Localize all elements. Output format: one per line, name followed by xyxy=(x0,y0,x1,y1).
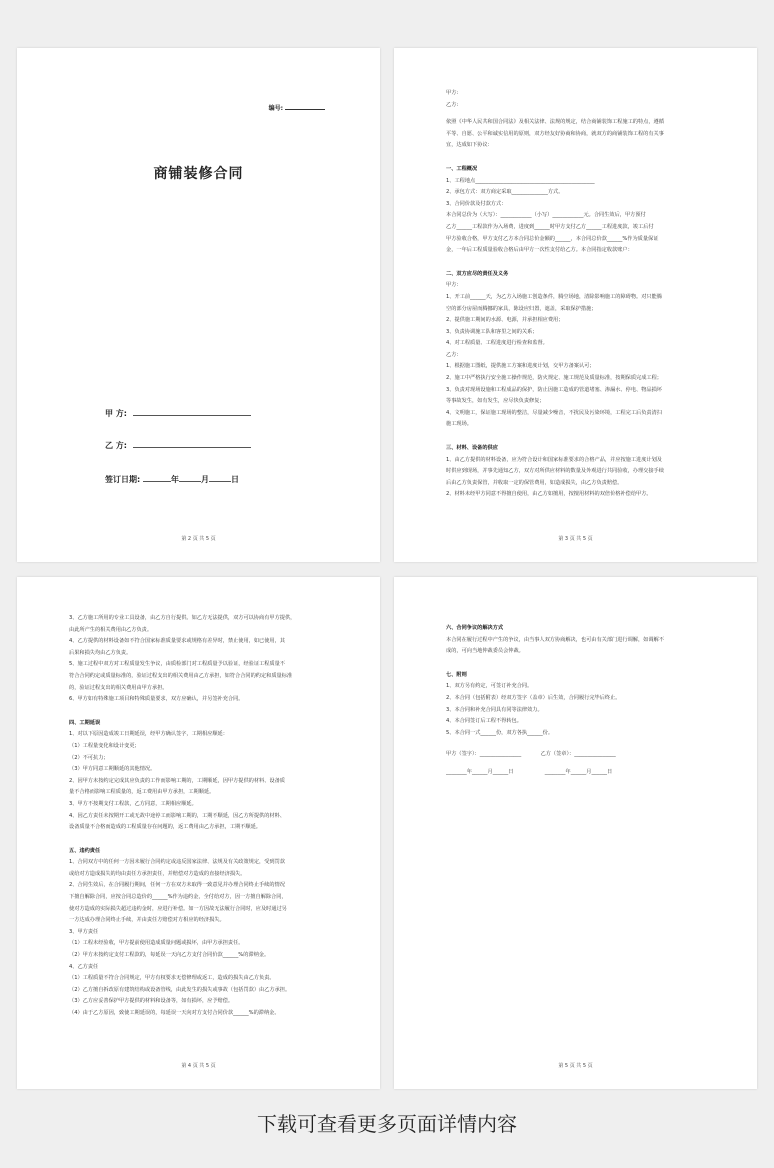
section-heading: 四、工期延误 xyxy=(69,719,101,726)
text-line: 4、乙方责任 xyxy=(69,963,99,970)
text-line: 2、提供施工期间的水源、电源，并承担相应费用； xyxy=(446,317,564,324)
party-a-signature: 甲方（签字）：________________ xyxy=(446,751,522,757)
party-b-blank xyxy=(133,447,251,448)
text-line: 2、材料未经甲方同意不得擅自使用，由乙方如擅用，按擅用材料的双倍价格补偿给甲方。 xyxy=(446,491,652,498)
party-b-sign-date: ________年______月______日 xyxy=(544,768,613,775)
text-line: 1、由乙方提供的材料设备，应为符合设计和国家标准要求的合格产品，并应按施工进度计划及 xyxy=(446,456,662,463)
serial-number-label: 编号: xyxy=(268,105,283,112)
text-line: 4、文明施工，保证施工现场的整洁，尽量减少噪音，不扰民及污染环境，工程完工后负责清扫 xyxy=(446,409,662,416)
text-line: （1）工程量变化和设计变更； xyxy=(69,742,140,749)
section-heading: 七、附则 xyxy=(446,671,467,678)
party-b-field xyxy=(105,440,251,451)
section-heading: 五、违约责任 xyxy=(69,847,101,854)
text-line: 3、甲方不按期支付工程款，乙方同意，工期相应顺延。 xyxy=(69,800,197,807)
year-label: 年 xyxy=(171,475,179,484)
text-line: 2、因甲方未按约定完成其应负责的工作而影响工期的，工期顺延，因甲方提供的材料、设备质 xyxy=(69,777,285,784)
text-line: 2、承包方式：双方商定采取______________方式。 xyxy=(446,189,564,196)
text-line: 4、因乙方责任未按期开工或无故中途停工而影响工期的，工期不顺延，因乙方所提供的材料、 xyxy=(69,812,285,819)
text-line: 由此所产生的相关费用由乙方负责。 xyxy=(69,626,153,633)
text-line: 5、施工过程中双方对工程质量发生争议，由质检部门对工程质量予以验证，经验证工程质量不 xyxy=(69,661,285,668)
party-a-label: 甲 方: xyxy=(105,409,127,418)
party-a-field xyxy=(105,408,251,419)
text-line: 或给对方造成损失的均由责任方承担责任，并赔偿对方造成的直接经济损失。 xyxy=(69,870,246,877)
page-4-body xyxy=(69,613,328,1020)
text-line: 4、对工程质量、工程进度进行检查和监督。 xyxy=(446,340,548,347)
text-line: （4）由于乙方原因，致使工期延误的，每延误一天向对方支付合同价款______%的滞纳金。 xyxy=(69,1010,280,1016)
text-line: 乙方： xyxy=(446,351,462,358)
text-line: 量不合格而影响工程质量的，返工费用由甲方承担，工期顺延。 xyxy=(69,789,215,796)
spacer xyxy=(446,431,705,437)
contract-title: 商铺装修合同 xyxy=(153,166,244,182)
text-line: 乙方: xyxy=(446,101,459,108)
text-line: （3）甲方同意工期顺延的其他情况。 xyxy=(69,766,156,773)
text-line: 乙方______工程款作为入场费，进度到______时甲方支付乙方______工程进度款，竣工后付 xyxy=(446,223,654,230)
sign-date-field xyxy=(105,473,239,485)
spacer xyxy=(446,152,705,158)
text-line: 本合同总价为（大写）：____________（小写）____________元。合同生效后，甲方预付 xyxy=(446,212,646,219)
text-line: 本合同在履行过程中产生的争议，由当事人双方协商解决，也可由有关部门进行调解，如调解不 xyxy=(446,636,664,643)
text-line: 4、本合同签订后工程不得转包。 xyxy=(446,718,522,725)
spacer xyxy=(69,834,328,840)
text-line: 3、甲方责任 xyxy=(69,928,99,935)
text-line: 2、施工中严格执行安全施工操作规范，防火规定、施工规范及质量标准，按期保质完成工程； xyxy=(446,375,662,382)
month-label: 月 xyxy=(201,475,209,484)
text-line: （2）甲方未按约定支付工程款的，每延误一天向乙方支付合同价款______%的滞纳金。 xyxy=(69,952,270,959)
text-line: 施工现场。 xyxy=(446,421,472,428)
text-line: 一方达成办理合同终止手续，并由责任方赔偿对方相应的经济损失。 xyxy=(69,917,225,924)
page-number: 第 3 页 共 5 页 xyxy=(558,536,593,542)
page-number: 第 2 页 共 5 页 xyxy=(181,536,216,542)
download-caption: 下载可查看更多页面详情内容 xyxy=(257,1112,517,1136)
section-heading: 三、材料、设备的供应 xyxy=(446,445,498,452)
text-line: 后果和损失均由乙方负责。 xyxy=(69,649,132,656)
text-line: 甲方: xyxy=(446,90,459,96)
party-a-blank xyxy=(133,415,251,416)
text-line: 3、负责对现场设施和工程成品的保护，防止因施工造成的管道堵塞、渗漏水、停电、物品损坏 xyxy=(446,386,662,393)
text-line: 甲方验收合格，甲方支付乙方本合同总价金额的______，本合同总价款______%作为质量保证 xyxy=(446,235,659,242)
text-line: 3、合同价款及付款方式： xyxy=(446,200,507,207)
text-line: 设备质量不合格而造成的工程质量存在问题的，返工费用由乙方承担，工期不顺延。 xyxy=(69,824,261,831)
contract-cover-page xyxy=(17,48,380,562)
page-number: 第 4 页 共 5 页 xyxy=(181,1063,216,1069)
text-line: 下擅自解除合同，应按合同总造价的______%作为违约金，全付给对方，因一方擅自解除合同， xyxy=(69,894,287,901)
text-line: 1、合同双方中的任何一方因未履行合同约定或违反国家法律、法规及有关政策规定，受到罚款 xyxy=(69,859,285,866)
section-heading: 一、工程概况 xyxy=(446,165,478,172)
text-line: 4、乙方提供的材料设备如不符合国家标准质量要求或规格有差异时，禁止使用，如已使用，其 xyxy=(69,638,285,645)
text-line: 时供应到现场，并事先通知乙方，双方对所供应材料的数量及外观进行共同验收，办理交接手续 xyxy=(446,468,664,475)
text-line: 甲方： xyxy=(446,282,462,289)
contract-page-3 xyxy=(394,48,757,562)
text-line: 依照《中华人民共和国合同法》及相关法律、法规的规定，结合商铺装饰工程施工的特点，遵循 xyxy=(446,119,664,126)
text-line: 空的部分房屋而腾挪的家具，陈设应归置，遮盖，采取保护措施； xyxy=(446,305,597,312)
text-line: （2）乙方擅自拆改原有建筑结构或设备管线，由此发生的损失或事故（包括罚款）由乙方承担。 xyxy=(69,986,291,993)
text-line: 2、合同生效后，在合同履行期间，任何一方在双方未取得一致意见并办理合同终止手续的情况 xyxy=(69,882,285,889)
text-line: 5、本合同一式______份，双方各执______份。 xyxy=(446,729,554,736)
contract-page-4 xyxy=(17,577,380,1089)
text-line: 3、负责协调施工队和客里之间的关系； xyxy=(446,328,538,335)
year-blank xyxy=(143,473,171,482)
spacer xyxy=(446,658,705,664)
text-line: （2）不可抗力； xyxy=(69,754,109,761)
signature-row xyxy=(446,749,705,761)
text-line: 1、开工前______天，为乙方入场施工创造条件，腾空场地，清除影响施工的障碍物。对只能腾 xyxy=(446,293,662,300)
serial-number-field xyxy=(269,103,325,112)
text-line: 等事故发生，如有发生，应尽快负责修复； xyxy=(446,398,545,405)
page-3-body xyxy=(446,88,705,501)
page-number: 第 5 页 共 5 页 xyxy=(558,1063,593,1069)
section-heading: 六、合同争议的解决方式 xyxy=(446,625,504,631)
day-label: 日 xyxy=(231,475,239,484)
text-line: （1）工程未经验收，甲方提前使用造成质量问题或损坏，由甲方承担责任。 xyxy=(69,940,244,947)
text-line: （1）工程质量不符合合同规定，甲方有权要求无偿修理或返工，造成的损失由乙方负责。 xyxy=(69,975,275,982)
party-b-label: 乙 方: xyxy=(105,441,127,450)
text-line: 的，验证过程支出的相关费用由甲方承担。 xyxy=(69,684,168,691)
text-line: 1、双方另有约定，可签订补充合同。 xyxy=(446,683,533,690)
text-line: 3、本合同和补充合同具有同等法律效力。 xyxy=(446,706,543,713)
party-a-sign-date: ________年______月______日 xyxy=(446,768,514,775)
text-line: 2、本合同（包括附表）经双方签字（盖章）后生效，合同履行完毕后终止。 xyxy=(446,694,621,701)
signature-block xyxy=(446,749,705,778)
serial-number-blank xyxy=(285,109,325,110)
text-line: 3、乙方施工所用的专业工具设备，由乙方自行提供。如乙方无法提供，双方可以协商有甲方提供， xyxy=(69,615,296,621)
text-line: 1、工程地点______________________________________________ xyxy=(446,177,595,184)
spacer xyxy=(69,706,328,712)
text-line: 成的，可向当地仲裁委员会仲裁。 xyxy=(446,648,524,655)
contract-page-5 xyxy=(394,577,757,1089)
signature-date-row xyxy=(446,767,705,779)
text-line: 使对方造成的实际损失超过违约金时，应进行补偿。如一方因故无法履行合同时，应及时通过另 xyxy=(69,905,287,912)
text-line: 宜，达成如下协议： xyxy=(446,142,493,149)
text-line: 1、对以下原因造成竣工日期延误，经甲方确认签字，工期相应顺延： xyxy=(69,731,228,738)
text-line: 1、根据施工图纸，提供施工方案和进度计划，交甲方备案认可； xyxy=(446,363,595,370)
section-heading: 二、双方应尽的责任及义务 xyxy=(446,270,509,277)
spacer xyxy=(446,257,705,263)
month-blank xyxy=(179,473,201,482)
text-line: 6、甲方如有特殊施工项目和特殊质量要求，双方应确认，并另签补充合同。 xyxy=(69,696,244,703)
day-blank xyxy=(209,473,231,482)
text-line: 金，一年后工程质量验收合格后由甲方一次性支付给乙方。本合同指定收款账户： xyxy=(446,247,633,254)
text-line: （3）乙方应妥善保护甲方提供的材料和设备等，如有损坏，应予赔偿。 xyxy=(69,998,234,1005)
text-line: 平等、自愿、公平和诚实信用的原则，双方经友好协商和协商，就双方的商铺装饰工程的有关事 xyxy=(446,130,664,137)
page-5-body xyxy=(446,617,705,739)
text-line: 符合合同约定或质量标准的，验证过程支出的相关费用由乙方承担，如符合合同的约定和质量标准 xyxy=(69,672,293,679)
text-line: 后由乙方负责保管，并收取一定的保管费用，如造成损失，由乙方负责赔偿。 xyxy=(446,479,623,486)
party-b-signature: 乙方（签章）：________________ xyxy=(540,751,616,757)
sign-date-label: 签订日期: xyxy=(105,475,141,484)
